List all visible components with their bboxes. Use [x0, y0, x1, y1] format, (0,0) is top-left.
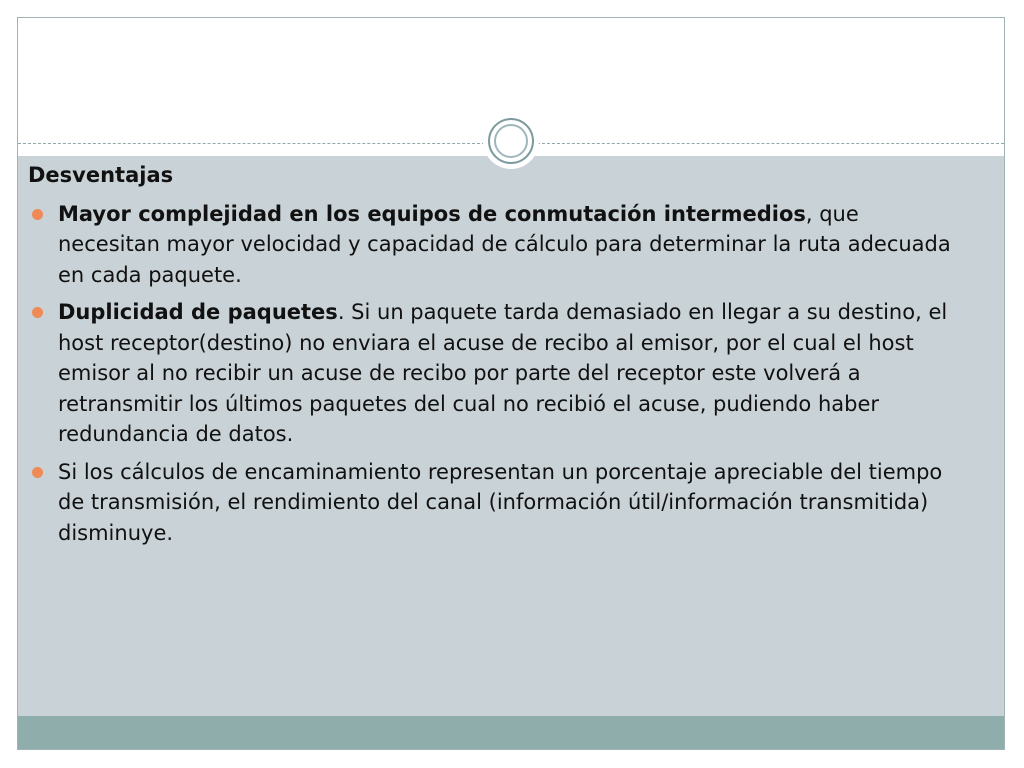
section-heading: Desventajas: [28, 163, 174, 187]
ornament-inner-ring: [494, 124, 528, 158]
bullet-lead: Duplicidad de paquetes: [58, 300, 338, 324]
ornament-outer-ring: [488, 118, 534, 164]
bullet-text: . Si un paquete tarda demasiado en llegar a su destino, el host receptor(destino) no enviara el acuse de recibo al emisor, por el cual el host emisor al no recibir un acuse de recibo por parte del receptor este volverá a retransmitir los últimos paquetes del cual no recibió el acuse, pudiendo haber redundancia de datos.: [58, 300, 948, 446]
bullet-icon: [32, 209, 43, 220]
bullet-icon: [32, 307, 43, 318]
footer-band: [18, 716, 1004, 750]
bullet-list: [28, 199, 958, 549]
bullet-item: [28, 199, 958, 291]
bullet-text: , que necesitan mayor velocidad y capacidad de cálculo para determinar la ruta adecuada en cada paquete.: [58, 201, 951, 287]
bullet-item: [28, 297, 958, 450]
bullet-icon: [32, 467, 43, 478]
bullet-text: Si los cálculos de encaminamiento representan un porcentaje apreciable del tiempo de transmisión, el rendimiento del canal (información útil/información transmitida) disminuye.: [58, 459, 943, 545]
bullet-lead: Mayor complejidad en los equipos de conmutación intermedios: [58, 201, 806, 226]
slide-body: [28, 160, 958, 555]
bullet-item: [28, 457, 958, 549]
